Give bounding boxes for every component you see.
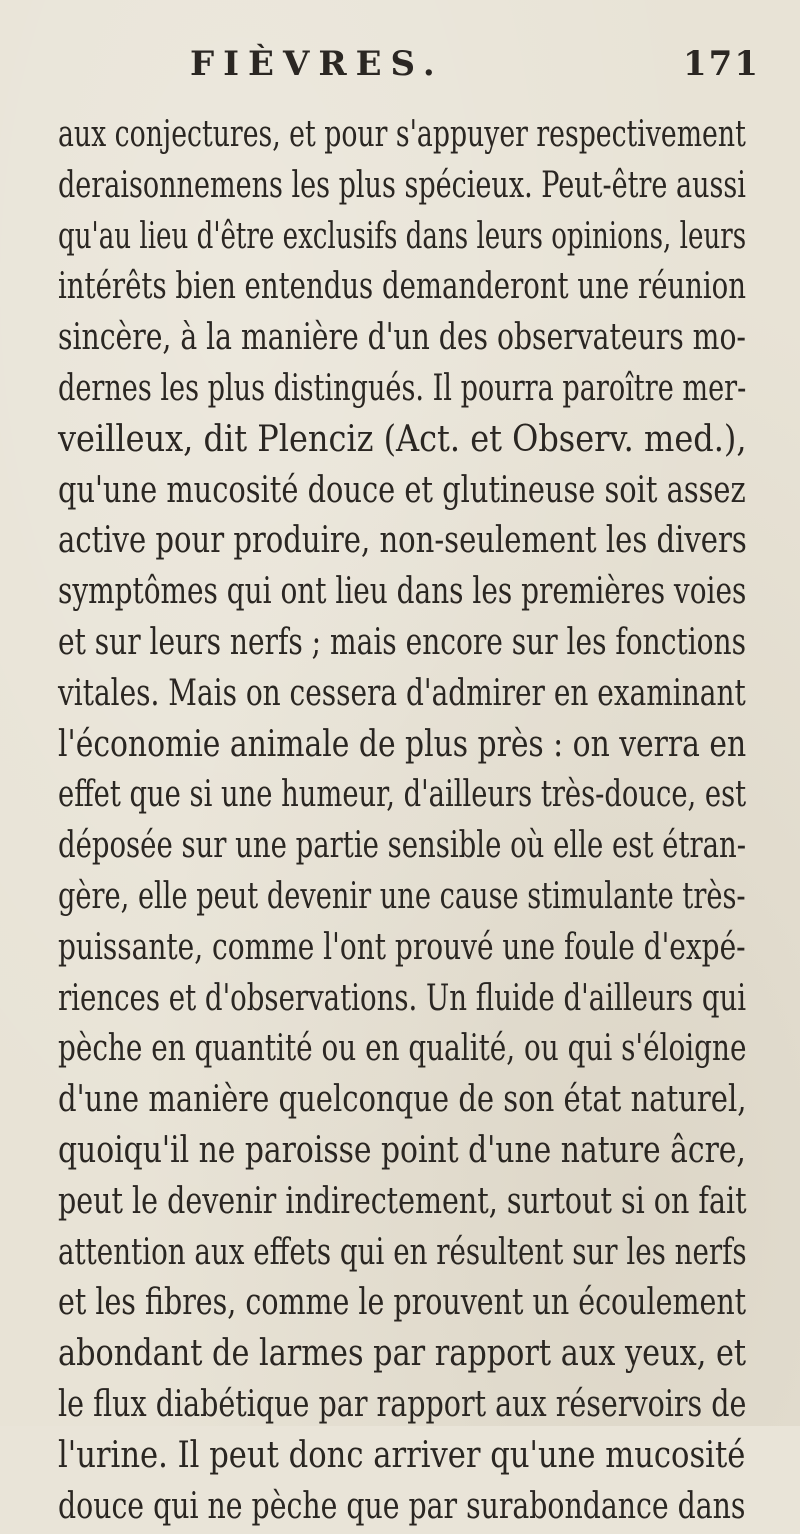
- text-line: quoiqu'il ne paroisse point d'une nature âcre,: [58, 1130, 746, 1171]
- text-line: intérêts bien entendus demanderont une réunion: [58, 266, 746, 308]
- text-line: aux conjectures, et pour s'appuyer respectivement: [58, 114, 746, 155]
- text-line: peut le devenir indirectement, surtout si on fait: [58, 1180, 747, 1222]
- text-line: qu'au lieu d'être exclusifs dans leurs opinions, leurs: [58, 215, 747, 257]
- text-line: d'une manière quelconque de son état naturel,: [58, 1079, 747, 1121]
- text-line: active pour produire, non-seulement les divers: [58, 520, 747, 562]
- text-line: effet que si une humeur, d'ailleurs très-douce, est: [58, 774, 747, 816]
- text-line: deraisonnemens les plus spécieux. Peut-être aussi: [58, 164, 746, 206]
- text-line: le flux diabétique par rapport aux réservoirs de: [58, 1384, 747, 1425]
- text-line: veilleux, dit Plenciz (Act. et Observ. med.),: [58, 418, 747, 460]
- text-line: dernes les plus distingués. Il pourra paroître mer-: [58, 368, 747, 409]
- text-line: qu'une mucosité douce et glutineuse soit assez: [58, 469, 746, 511]
- text-line: riences et d'observations. Un fluide d'ailleurs qui: [58, 977, 747, 1019]
- text-line: et sur leurs nerfs ; mais encore sur les fonctions: [58, 622, 747, 663]
- running-head: FIÈVRES.: [190, 44, 444, 84]
- text-line: abondant de larmes par rapport aux yeux, et: [58, 1333, 747, 1375]
- text-line: douce qui ne pèche que par surabondance dans: [58, 1485, 746, 1527]
- text-line: gère, elle peut devenir une cause stimulante très-: [58, 876, 746, 917]
- page-number: 171: [683, 44, 760, 84]
- text-line: puissante, comme l'ont prouvé une foule d'expé-: [58, 926, 746, 968]
- text-line: l'économie animale de plus près : on verra en: [58, 723, 747, 765]
- text-line: et les fibres, comme le prouvent un écoulement: [58, 1282, 747, 1324]
- text-line: pèche en quantité ou en qualité, ou qui s'éloigne: [58, 1028, 747, 1070]
- text-line: symptômes qui ont lieu dans les premières voies: [58, 571, 747, 613]
- text-line: l'urine. Il peut donc arriver qu'une mucosité: [58, 1434, 746, 1476]
- text-line: déposée sur une partie sensible où elle est étran-: [58, 825, 747, 867]
- text-line: vitales. Mais on cessera d'admirer en examinant: [58, 672, 746, 714]
- page-header: [0, 44, 800, 94]
- text-line: sincère, à la manière d'un des observateurs mo-: [58, 317, 746, 359]
- text-line: attention aux effets qui en résultent sur les nerfs: [58, 1231, 747, 1273]
